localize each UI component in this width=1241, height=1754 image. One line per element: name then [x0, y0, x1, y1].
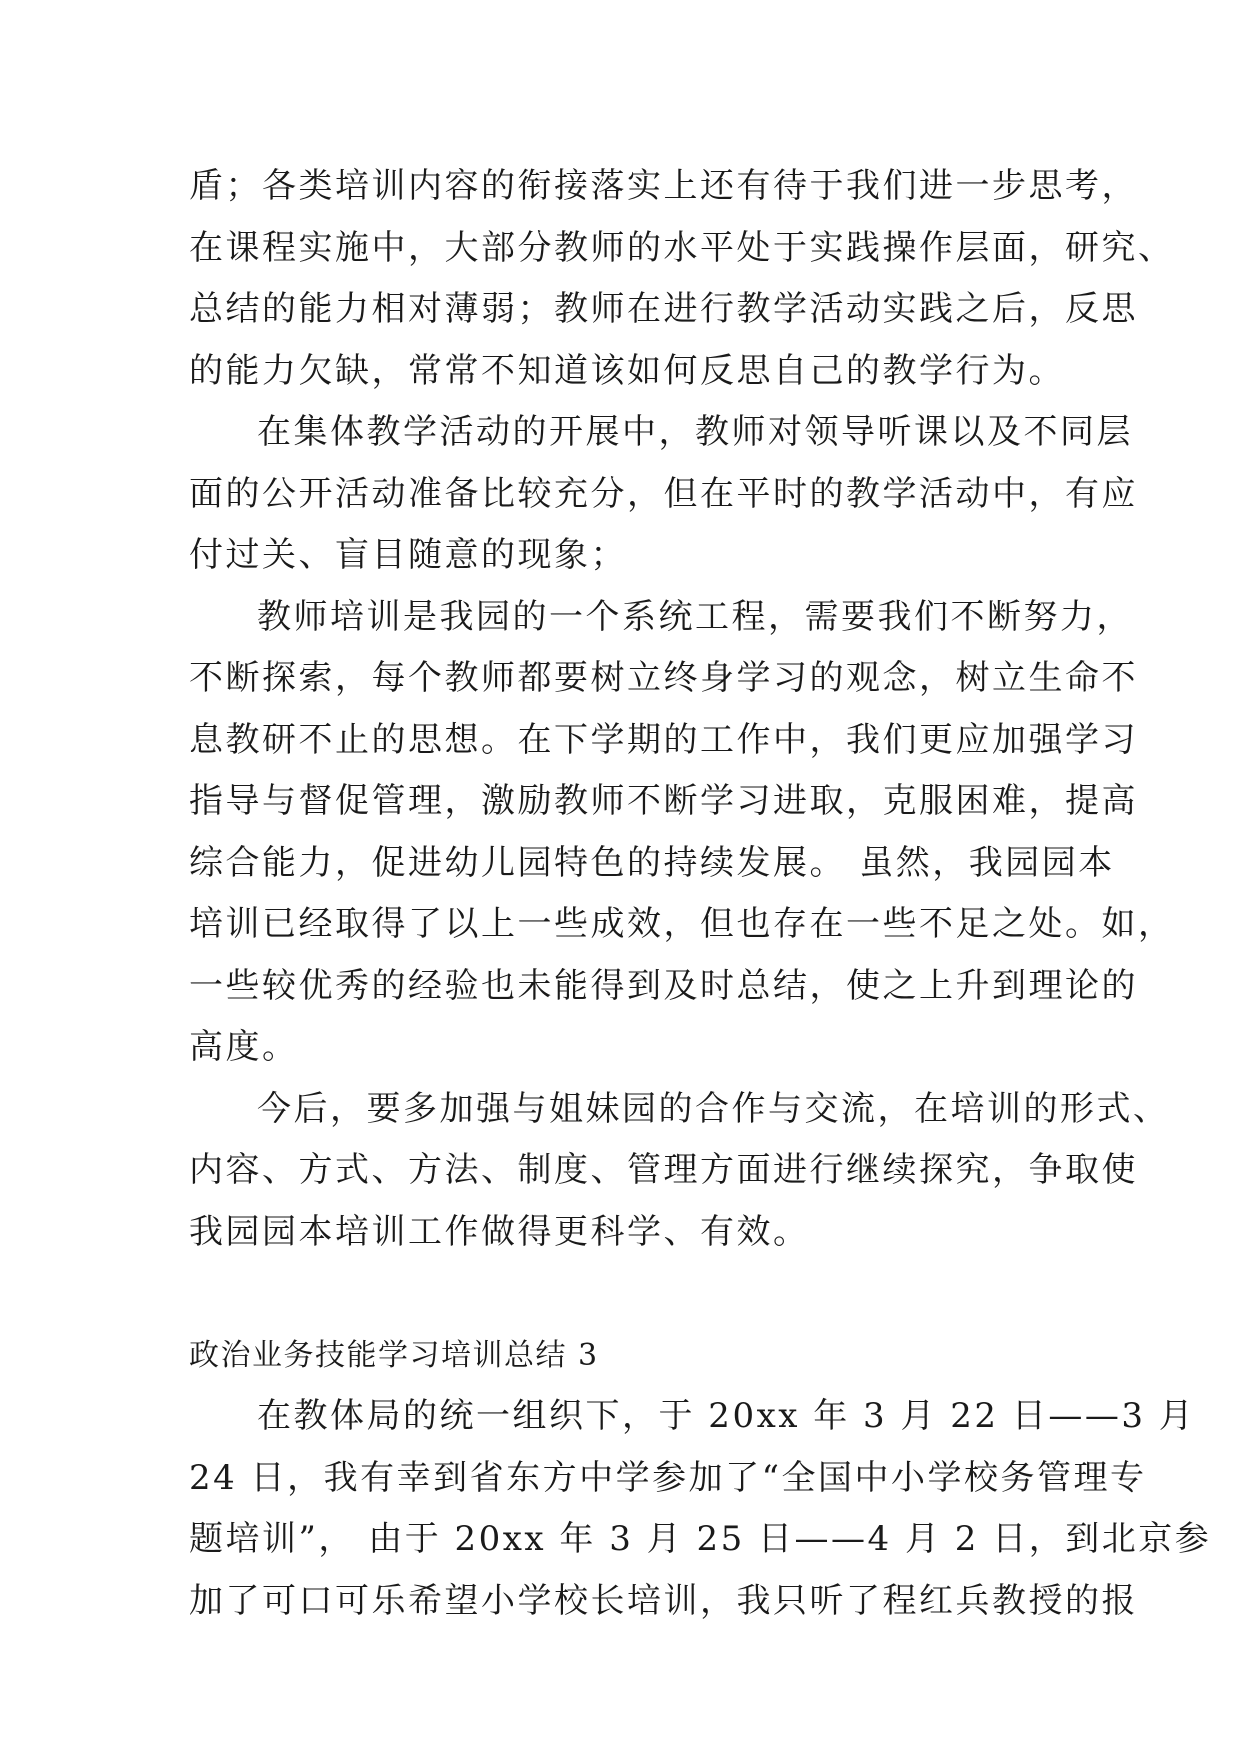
paragraph-spacer	[189, 1263, 1049, 1325]
text-line: 面的公开活动准备比较充分，但在平时的教学活动中，有应	[189, 473, 1138, 514]
text-line: 指导与督促管理，激励教师不断学习进取，克服困难，提高	[189, 781, 1138, 821]
text-line: 盾；各类培训内容的衔接落实上还有待于我们进一步思考，	[189, 166, 1138, 206]
paragraph	[189, 1386, 1212, 1632]
text-line: 24 日，我有幸到省东方中学参加了“全国中小学校务管理专	[189, 1457, 1147, 1498]
text-line: 一些较优秀的经验也未能得到及时总结，使之上升到理论的	[189, 965, 1138, 1006]
paragraph	[189, 587, 1175, 1079]
text-line: 我园园本培训工作做得更科学、有效。	[189, 1211, 810, 1252]
text-line: 在教体局的统一组织下，于 20xx 年 3 月 22 日——3 月	[257, 1396, 1196, 1436]
text-line: 教师培训是我园的一个系统工程，需要我们不断努力，	[257, 596, 1133, 637]
text-line: 付过关、盲目随意的现象；	[189, 535, 627, 575]
text-line: 高度。	[189, 1027, 299, 1067]
text-line: 今后，要多加强与姐妹园的合作与交流，在培训的形式、	[257, 1088, 1170, 1129]
text-line: 培训已经取得了以上一些成效，但也存在一些不足之处。如，	[189, 904, 1175, 944]
paragraph	[189, 156, 1175, 402]
paragraph	[189, 402, 1138, 587]
text-line: 综合能力，促进幼儿园特色的持续发展。 虽然，我园园本	[189, 842, 1115, 883]
text-line: 的能力欠缺，常常不知道该如何反思自己的教学行为。	[189, 350, 1065, 391]
document-body	[189, 156, 1212, 1632]
text-line: 内容、方式、方法、制度、管理方面进行继续探究，争取使	[189, 1150, 1138, 1190]
text-line: 加了可口可乐希望小学校长培训，我只听了程红兵教授的报	[189, 1580, 1138, 1621]
section-title: 政治业务技能学习培训总结 3	[189, 1337, 599, 1373]
text-line: 在课程实施中，大部分教师的水平处于实践操作层面，研究、	[189, 227, 1175, 268]
text-line: 息教研不止的思想。在下学期的工作中，我们更应加强学习	[189, 719, 1138, 760]
text-line: 不断探索，每个教师都要树立终身学习的观念，树立生命不	[189, 658, 1138, 698]
paragraph	[189, 1079, 1170, 1264]
text-line: 在集体教学活动的开展中，教师对领导听课以及不同层	[257, 412, 1133, 452]
text-line: 题培训”， 由于 20xx 年 3 月 25 日——4 月 2 日，到北京参	[189, 1519, 1212, 1559]
text-line: 总结的能力相对薄弱；教师在进行教学活动实践之后，反思	[189, 289, 1138, 329]
